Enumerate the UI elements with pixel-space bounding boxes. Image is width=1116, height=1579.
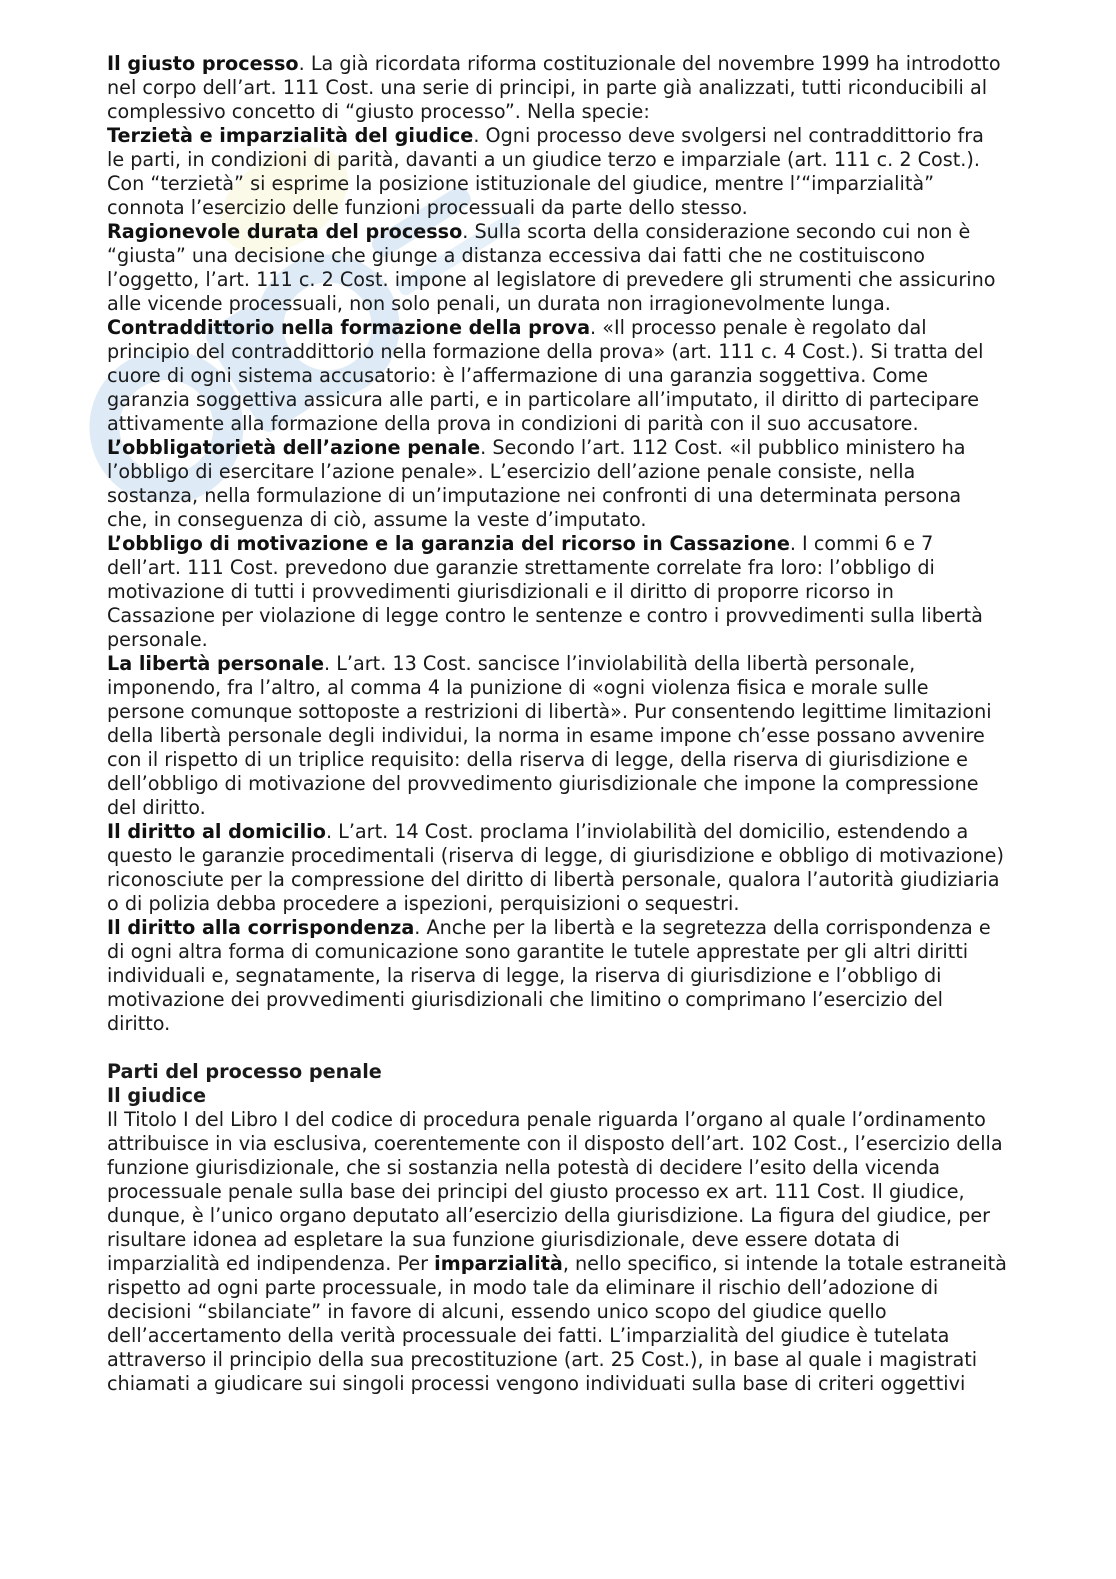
section-text: . La già ricordata riforma costituzionale del novembre 1999 ha introdotto nel corpo dell’art. 111 Cost. una serie di principi, in parte già analizzati, tutti riconducibili al complessivo concetto di “giusto processo”. Nella specie: [107,52,1001,123]
section-obbligatorieta [107,436,1007,532]
section-text: . L’art. 14 Cost. proclama l’inviolabilità del domicilio, estendendo a questo le garanzie procedimentali (riserva di legge, di giurisdizione e obbligo di motivazione) riconosciute per la compressione del diritto di libertà personale, qualora l’autorità giudiziaria o di polizia debba procedere a ispezioni, perquisizioni o sequestri. [107,820,1004,915]
section-obbligo-motivazione [107,532,1007,652]
section-text: , nello specifico, si intende la totale estraneità rispetto ad ogni parte processuale, in modo tale da eliminare il rischio dell’adozione di decisioni “sbilanciate” in favore di alcuni, essendo unico scopo del giudice quello dell’accertamento della verità processuale dei fatti. L’imparzialità del giudice è tutelata attraverso il principio della sua precostituzione (art. 25 Cost.), in base al quale i magistrati chiamati a giudicare sui singoli processi vengono individuati sulla base di criteri oggettivi [107,1252,1007,1395]
section-title: L’obbligatorietà dell’azione penale [107,436,481,459]
section-text: . Anche per la libertà e la segretezza della corrispondenza e di ogni altra forma di comunicazione sono garantite le tutele apprestate per gli altri diritti individuali e, segnatamente, la riserva di legge, la riserva di giurisdizione e l’obbligo di motivazione dei provvedimenti giurisdizionali che limitino o comprimano l’esercizio del diritto. [107,916,991,1035]
section-title: Ragionevole durata del processo [107,220,463,243]
section-contraddittorio [107,316,1007,436]
section-title: Il giusto processo [107,52,299,75]
section-text: . Sulla scorta della considerazione secondo cui non è “giusta” una decisione che giunge a distanza eccessiva dai fatti che ne costituiscono l’oggetto, l’art. 111 c. 2 Cost. impone al legislatore di prevedere gli strumenti che assicurino alle vicende processuali, non solo penali, un durata non irragionevolmente lunga. [107,220,996,315]
section-text: . L’art. 13 Cost. sancisce l’inviolabilità della libertà personale, imponendo, fra l’altro, al comma 4 la punizione di «ogni violenza fisica e morale sulle persone comunque sottoposte a restrizioni di libertà». Pur consentendo legittime limitazioni della libertà personale degli individui, la norma in esame impone ch’esse possano avvenire con il rispetto di un triplice requisito: della riserva di legge, della riserva di giurisdizione e dell’obbligo di motivazione del provvedimento giurisdizionale che impone la compressione del diritto. [107,652,992,819]
section-text: . «Il processo penale è regolato dal principio del contraddittorio nella formazione della prova» (art. 111 c. 4 Cost.). Si tratta del cuore di ogni sistema accusatorio: è l’affermazione di una garanzia soggettiva. Come garanzia soggettiva assicura alle parti, e in particolare all’imputato, il diritto di partecipare attivamente alla formazione della prova in condizioni di parità con il suo accusatore. [107,316,984,435]
part-heading: Parti del processo penale [107,1060,382,1083]
section-title: Terzietà e imparzialità del giudice [107,124,474,147]
section-text: . Ogni processo deve svolgersi nel contraddittorio fra le parti, in condizioni di parità, davanti a un giudice terzo e imparziale (art. 111 c. 2 Cost.). Con “terzietà” si esprime la posizione istituzionale del giudice, mentre l’“imparzialità” connota l’esercizio delle funzioni processuali da parte dello stesso. [107,124,984,219]
section-text: . Secondo l’art. 112 Cost. «il pubblico ministero ha l’obbligo di esercitare l’azione penale». L’esercizio dell’azione penale consiste, nella sostanza, nella formulazione di un’imputazione nei confronti di una determinata persona che, in conseguenza di ciò, assume la veste d’imputato. [107,436,966,531]
section-terzieta [107,124,1007,220]
bold-term: imparzialità [434,1252,563,1275]
section-title: L’obbligo di motivazione e la garanzia del ricorso in Cassazione [107,532,790,555]
section-ragionevole-durata [107,220,1007,316]
section-corrispondenza [107,916,1007,1036]
section-domicilio [107,820,1007,916]
section-title: La libertà personale [107,652,325,675]
section-text: . I commi 6 e 7 dell’art. 111 Cost. prevedono due garanzie strettamente correlate fra loro: l’obbligo di motivazione di tutti i provvedimenti giurisdizionali e il diritto di proporre ricorso in Cassazione per violazione di legge contro le sentenze e contro i provvedimenti sulla libertà personale. [107,532,983,651]
section-title: Contraddittorio nella formazione della prova [107,316,591,339]
section-title: Il diritto al domicilio [107,820,326,843]
section-giudice [107,1108,1007,1396]
part-subheading: Il giudice [107,1084,207,1107]
section-liberta-personale [107,652,1007,820]
section-giusto-processo [107,52,1007,124]
section-text: Il Titolo I del Libro I del codice di procedura penale riguarda l’organo al quale l’ordinamento attribuisce in via esclusiva, coerentemente con il disposto dell’art. 102 Cost., l’esercizio della funzione giurisdizionale, che si sostanzia nella potestà di decidere l’esito della vicenda processuale penale sulla base dei principi del giusto processo ex art. 111 Cost. Il giudice, dunque, è l’unico organo deputato all’esercizio della giurisdizione. La figura del giudice, per risultare idonea ad espletare la sua funzione giurisdizionale, deve essere dotata di imparzialità ed indipendenza. Per [107,1108,1003,1275]
section-title: Il diritto alla corrispondenza [107,916,415,939]
paragraph-spacer [107,1036,1007,1060]
document-body [107,52,1007,1396]
